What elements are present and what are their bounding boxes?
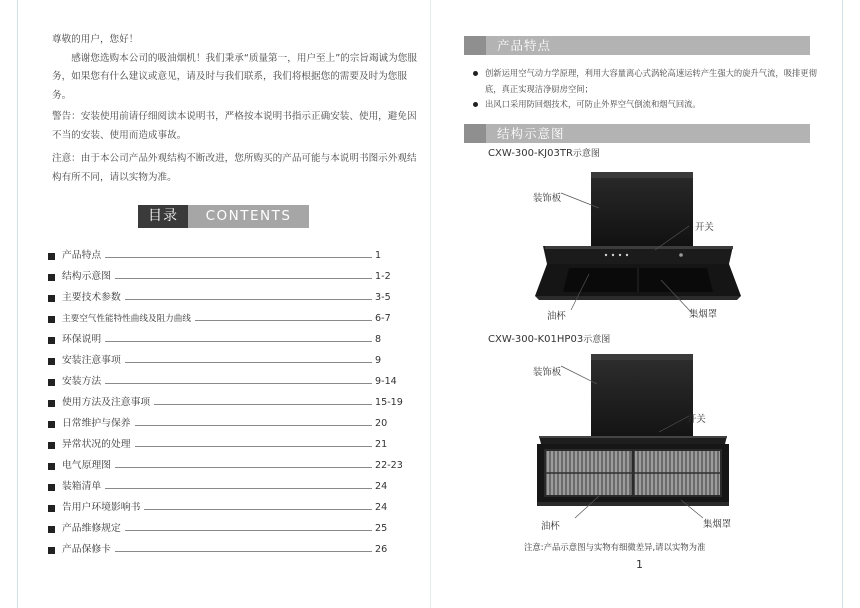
square-bullet-icon (48, 295, 55, 302)
left-page (18, 0, 430, 608)
t-shaped-hood-illustration (531, 164, 811, 324)
toc-item[interactable] (48, 541, 418, 562)
leader-line (98, 551, 372, 552)
toc-item[interactable] (48, 436, 418, 457)
toc-item-page: 25 (375, 523, 388, 534)
toc-item[interactable] (48, 310, 418, 331)
model-number: CXW-300-KJ03TR (488, 148, 573, 159)
round-bullet-icon (473, 71, 478, 76)
callout-oil-cup: 油杯 (547, 311, 566, 322)
leader-line (98, 362, 372, 363)
table-of-contents (48, 247, 418, 562)
model-number: CXW-300-K01HP03 (488, 334, 584, 345)
toc-item[interactable] (48, 268, 418, 289)
square-bullet-icon (48, 274, 55, 281)
toc-item-page: 9-14 (375, 376, 397, 387)
toc-item[interactable] (48, 289, 418, 310)
toc-heading (138, 205, 310, 228)
toc-item-title: 异常状况的处理 (62, 436, 135, 454)
square-bullet-icon (48, 358, 55, 365)
toc-item[interactable] (48, 415, 418, 436)
toc-item-page: 22-23 (375, 460, 403, 471)
right-page (431, 0, 842, 608)
leader-line (98, 341, 372, 342)
toc-item-title: 安装方法 (62, 373, 105, 391)
square-bullet-icon (48, 547, 55, 554)
toc-item[interactable] (48, 457, 418, 478)
leader-line (98, 383, 372, 384)
leader-line (98, 488, 372, 489)
toc-item-page: 15-19 (375, 397, 403, 408)
toc-item[interactable] (48, 499, 418, 520)
toc-item-page: 21 (375, 439, 388, 450)
round-bullet-icon (473, 102, 478, 107)
toc-title-cn: 目录 (138, 205, 188, 228)
callout-switch: 开关 (695, 222, 714, 233)
toc-item-title: 产品特点 (62, 247, 105, 265)
leader-line (98, 278, 372, 279)
toc-item[interactable] (48, 520, 418, 541)
toc-item-title: 产品保修卡 (62, 541, 115, 559)
notice-text: 注意：由于本公司产品外观结构不断改进，您所购买的产品可能与本说明书图示外观结构有所不同，请以实物为准。 (52, 153, 417, 183)
toc-item[interactable] (48, 394, 418, 415)
right-trim-line (842, 0, 843, 608)
square-bullet-icon (48, 484, 55, 491)
intro-body: 感谢您选购本公司的吸油烟机！我们秉承“质量第一，用户至上”的宗旨竭诚为您服务，如果您有什么建议或意见，请及时与我们联系，我们将根据您的需要及时为您服务。 (52, 52, 417, 101)
square-bullet-icon (48, 337, 55, 344)
heading-tab (464, 36, 486, 55)
callout-panel: 装饰板 (533, 193, 562, 204)
toc-item[interactable] (48, 373, 418, 394)
toc-item-title: 使用方法及注意事项 (62, 394, 154, 412)
toc-item-title: 安装注意事项 (62, 352, 125, 370)
toc-item-title: 装箱清单 (62, 478, 105, 496)
greeting: 尊敬的用户，您好！ (52, 34, 139, 45)
feature-list (473, 66, 818, 113)
toc-item-title: 电气原理图 (62, 457, 115, 475)
toc-item[interactable] (48, 352, 418, 373)
square-bullet-icon (48, 442, 55, 449)
square-bullet-icon (48, 463, 55, 470)
toc-item-page: 24 (375, 481, 388, 492)
model-suffix: 示意图 (572, 149, 600, 159)
model-caption-1 (488, 146, 600, 159)
heading-tab (464, 124, 486, 143)
square-bullet-icon (48, 526, 55, 533)
toc-item-title: 主要技术参数 (62, 289, 125, 307)
toc-item-page: 6-7 (375, 313, 391, 324)
square-bullet-icon (48, 400, 55, 407)
toc-item-page: 26 (375, 544, 388, 555)
feature-text: 创新运用空气动力学原理，利用大容量离心式涡轮高速运转产生强大的旋升气流，吸排更彻底，真正实现洁净厨房空间； (485, 68, 817, 94)
features-heading: 产品特点 (497, 38, 552, 53)
toc-item-title: 产品维修规定 (62, 520, 125, 538)
range-hood-diagram-2 (531, 350, 811, 534)
leader-line (98, 446, 372, 447)
features-heading-bar (464, 36, 810, 55)
diagram-disclaimer: 注意:产品示意图与实物有细微差异,请以实物为准 (524, 542, 706, 552)
leader-line (98, 299, 372, 300)
toc-item-title: 日常维护与保养 (62, 415, 135, 433)
callout-oil-cup: 油杯 (541, 521, 560, 532)
leader-line (98, 530, 372, 531)
leader-line (98, 425, 372, 426)
feature-item (473, 66, 818, 97)
warning-text: 警告：安装使用前请仔细阅读本说明书，严格按本说明书指示正确安装、使用，避免因不当的安装、使用而造成事故。 (52, 111, 417, 141)
square-bullet-icon (48, 421, 55, 428)
range-hood-diagram-1 (531, 164, 811, 324)
toc-item[interactable] (48, 247, 418, 268)
feature-item (473, 97, 818, 113)
square-bullet-icon (48, 379, 55, 386)
model-caption-2 (488, 332, 610, 345)
toc-item-title: 结构示意图 (62, 268, 115, 286)
structure-heading-bar (464, 124, 810, 143)
toc-item-page: 1 (375, 250, 382, 261)
toc-item-page: 9 (375, 355, 382, 366)
square-bullet-icon (48, 316, 55, 323)
toc-item-title: 告用户环境影响书 (62, 499, 144, 517)
toc-item-page: 1-2 (375, 271, 391, 282)
intro-letter (52, 31, 418, 105)
toc-item-title: 主要空气性能特性曲线及阻力曲线 (62, 310, 195, 328)
toc-title-en: CONTENTS (188, 205, 309, 228)
feature-text: 出风口采用防回烟技术，可防止外界空气倒流和烟气回流。 (485, 99, 701, 109)
callout-switch: 开关 (687, 414, 706, 425)
square-bullet-icon (48, 253, 55, 260)
leader-line (98, 257, 372, 258)
page-number: 1 (636, 558, 643, 571)
toc-item-title: 环保说明 (62, 331, 105, 349)
toc-item-page: 8 (375, 334, 382, 345)
callout-panel: 装饰板 (533, 367, 562, 378)
square-bullet-icon (48, 505, 55, 512)
toc-item-page: 20 (375, 418, 388, 429)
leader-line (98, 467, 372, 468)
structure-heading: 结构示意图 (497, 126, 565, 141)
callout-hood: 集烟罩 (689, 309, 718, 320)
toc-item[interactable] (48, 331, 418, 352)
model-suffix: 示意图 (583, 335, 611, 345)
callout-hood: 集烟罩 (703, 519, 732, 530)
toc-item[interactable] (48, 478, 418, 499)
wide-hood-illustration (531, 350, 811, 534)
toc-item-page: 24 (375, 502, 388, 513)
toc-item-page: 3-5 (375, 292, 391, 303)
